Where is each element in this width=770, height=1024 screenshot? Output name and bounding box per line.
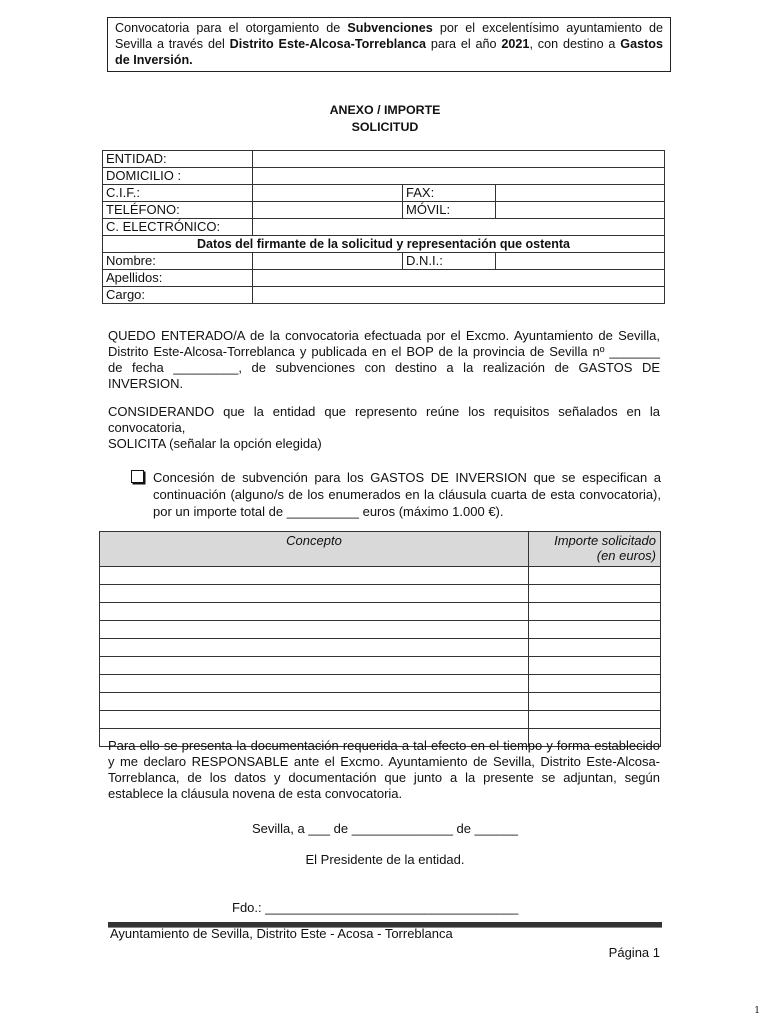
signature-fdo-line: Fdo.: ___________________________________ — [232, 900, 519, 915]
label-nombre: Nombre: — [103, 253, 253, 270]
label-cif: C.I.F.: — [103, 185, 253, 202]
label-apellidos: Apellidos: — [103, 270, 253, 287]
concept-table — [99, 531, 661, 747]
field-apellidos[interactable] — [253, 270, 665, 287]
column-header-importe-line1: Importe solicitado — [554, 533, 656, 548]
table-row — [100, 585, 661, 603]
field-dni[interactable] — [496, 253, 665, 270]
label-email: C. ELECTRÓNICO: — [103, 219, 253, 236]
cell-concepto[interactable] — [100, 567, 529, 585]
footer-organization: Ayuntamiento de Sevilla, Distrito Este - Acosa - Torreblanca — [110, 926, 453, 941]
annex-title: ANEXO / IMPORTE — [329, 103, 441, 117]
table-row — [100, 621, 661, 639]
column-header-concepto: Concepto — [100, 532, 529, 567]
table-row — [100, 639, 661, 657]
header-bold: Gastos de Inversión. — [115, 37, 663, 67]
header-text: , con destino a — [529, 37, 621, 51]
cell-concepto[interactable] — [100, 693, 529, 711]
cell-importe[interactable] — [529, 657, 661, 675]
paragraph-considerando: CONSIDERANDO que la entidad que represento reúne los requisitos señalados en la convocatoria, — [108, 404, 660, 435]
cell-importe[interactable] — [529, 711, 661, 729]
cell-concepto[interactable] — [100, 585, 529, 603]
cell-importe[interactable] — [529, 693, 661, 711]
label-fax: FAX: — [403, 185, 496, 202]
signer-section-title: Datos del firmante de la solicitud y representación que ostenta — [103, 236, 665, 253]
column-header-importe — [529, 532, 661, 567]
field-nombre[interactable] — [253, 253, 403, 270]
cell-concepto[interactable] — [100, 675, 529, 693]
column-header-importe-line2: (en euros) — [596, 548, 656, 563]
option-subvencion — [131, 469, 661, 520]
annex-subtitle: SOLICITUD — [351, 120, 419, 134]
convocatoria-header — [107, 17, 671, 72]
field-email[interactable] — [253, 219, 665, 236]
table-row — [100, 603, 661, 621]
field-telefono[interactable] — [253, 202, 403, 219]
header-text: por el excelentísimo ayuntamiento de Sevilla a través del — [115, 21, 663, 51]
cell-concepto[interactable] — [100, 657, 529, 675]
paragraph-enterado: QUEDO ENTERADO/A de la convocatoria efectuada por el Excmo. Ayuntamiento de Sevilla, Distrito Este-Alcosa-Torreblanca y publicada en el BOP de la provincia de Sevilla nº _______ de fecha _________, de subvenciones con destino a la realización de GASTOS DE INVERSION. — [108, 328, 660, 391]
header-text: para el año — [425, 37, 502, 51]
cell-importe[interactable] — [529, 585, 661, 603]
entity-form-table — [102, 150, 665, 304]
cell-importe[interactable] — [529, 639, 661, 657]
table-row — [100, 711, 661, 729]
label-movil: MÓVIL: — [403, 202, 496, 219]
label-dni: D.N.I.: — [403, 253, 496, 270]
field-domicilio[interactable] — [253, 168, 665, 185]
cell-importe[interactable] — [529, 621, 661, 639]
cell-concepto[interactable] — [100, 711, 529, 729]
cell-importe[interactable] — [529, 675, 661, 693]
page-number-mark: 1 — [754, 1006, 760, 1016]
cell-importe[interactable] — [529, 567, 661, 585]
cell-concepto[interactable] — [100, 603, 529, 621]
table-row — [100, 657, 661, 675]
label-entidad: ENTIDAD: — [103, 151, 253, 168]
label-telefono: TELÉFONO: — [103, 202, 253, 219]
cell-concepto[interactable] — [100, 639, 529, 657]
field-cargo[interactable] — [253, 287, 665, 304]
header-bold: Subvenciones — [347, 21, 433, 35]
checkbox-icon[interactable] — [131, 470, 144, 483]
option-text: Concesión de subvención para los GASTOS DE INVERSION que se especifican a continuación (alguno/s de los enumerados en la cláusula cuarta de esta convocatoria), por un importe total de __________ euros (máximo 1.000 €). — [153, 470, 661, 519]
table-row — [100, 693, 661, 711]
table-row — [100, 675, 661, 693]
page-number-label: Página 1 — [608, 945, 660, 960]
header-bold: Distrito Este-Alcosa-Torreblanca — [229, 37, 426, 51]
table-row — [100, 567, 661, 585]
cell-importe[interactable] — [529, 603, 661, 621]
president-label: El Presidente de la entidad. — [305, 852, 465, 867]
field-entidad[interactable] — [253, 151, 665, 168]
field-cif[interactable] — [253, 185, 403, 202]
header-bold: 2021 — [501, 37, 530, 51]
label-cargo: Cargo: — [103, 287, 253, 304]
cell-concepto[interactable] — [100, 621, 529, 639]
field-movil[interactable] — [496, 202, 665, 219]
field-fax[interactable] — [496, 185, 665, 202]
header-text: Convocatoria para el otorgamiento de — [115, 21, 348, 35]
signature-date-line: Sevilla, a ___ de ______________ de ______ — [251, 821, 519, 836]
paragraph-para-ello: Para ello se presenta la documentación requerida a tal efecto en el tiempo y forma establecido y me declaro RESPONSABLE ante el Excmo. Ayuntamiento de Sevilla, Distrito Este-Alcosa-Torreblanca, de los datos y documentación que junto a la presente se adjuntan, según establece la cláusula novena de esta convocatoria. — [108, 738, 660, 801]
paragraph-solicita: SOLICITA (señalar la opción elegida) — [108, 436, 322, 451]
label-domicilio: DOMICILIO : — [103, 168, 253, 185]
